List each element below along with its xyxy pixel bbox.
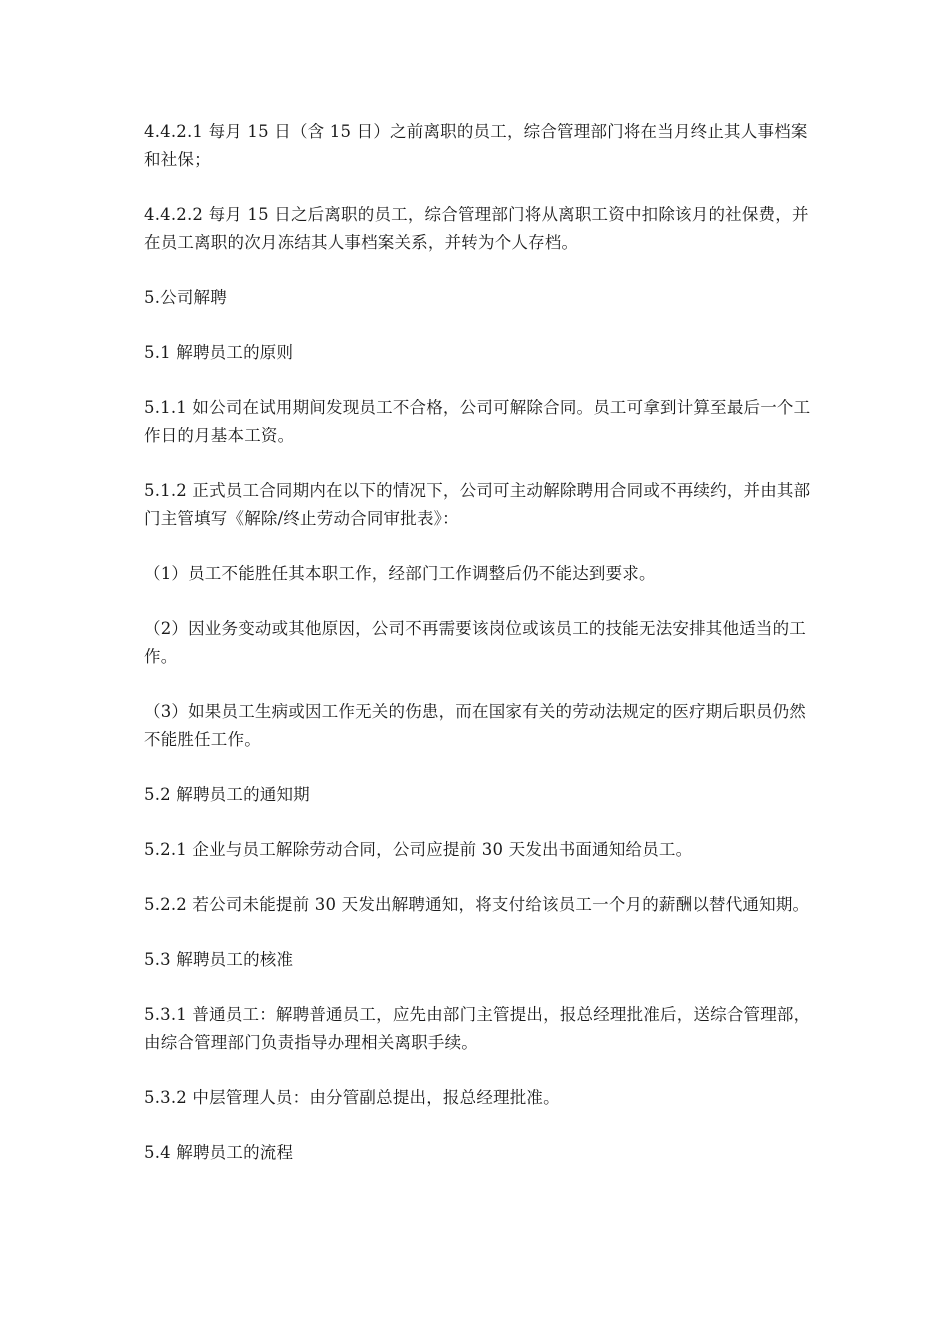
paragraph-5-1-1: 5.1.1 如公司在试用期间发现员工不合格，公司可解除合同。员工可拿到计算至最后一个工作日的月基本工资。 (144, 398, 811, 445)
section-heading-5-4: 5.4 解聘员工的流程 (144, 1143, 294, 1162)
paragraph-5-3-2: 5.3.2 中层管理人员：由分管副总提出，报总经理批准。 (144, 1088, 560, 1107)
paragraph-5-3-1: 5.3.1 普通员工：解聘普通员工，应先由部门主管提出，报总经理批准后，送综合管理部，由综合管理部门负责指导办理相关离职手续。 (144, 1005, 811, 1052)
paragraph-5-2-1: 5.2.1 企业与员工解除劳动合同，公司应提前 30 天发出书面通知给员工。 (144, 840, 693, 859)
document-body (144, 118, 814, 1194)
paragraph-5-1-2: 5.1.2 正式员工合同期内在以下的情况下，公司可主动解除聘用合同或不再续约，并由其部门主管填写《解除/终止劳动合同审批表》： (144, 481, 811, 528)
list-item-2: （2）因业务变动或其他原因，公司不再需要该岗位或该员工的技能无法安排其他适当的工作。 (144, 619, 806, 666)
section-heading-5: 5.公司解聘 (144, 288, 227, 307)
paragraph-4-4-2-1: 4.4.2.1 每月 15 日（含 15 日）之前离职的员工，综合管理部门将在当月终止其人事档案和社保； (144, 122, 808, 169)
section-heading-5-1: 5.1 解聘员工的原则 (144, 343, 294, 362)
paragraph-4-4-2-2: 4.4.2.2 每月 15 日之后离职的员工，综合管理部门将从离职工资中扣除该月的社保费，并在员工离职的次月冻结其人事档案关系，并转为个人存档。 (144, 205, 809, 252)
list-item-1: （1）员工不能胜任其本职工作，经部门工作调整后仍不能达到要求。 (144, 564, 656, 583)
section-heading-5-3: 5.3 解聘员工的核准 (144, 950, 294, 969)
section-heading-5-2: 5.2 解聘员工的通知期 (144, 785, 310, 804)
list-item-3: （3）如果员工生病或因工作无关的伤患，而在国家有关的劳动法规定的医疗期后职员仍然不能胜任工作。 (144, 702, 806, 749)
paragraph-5-2-2: 5.2.2 若公司未能提前 30 天发出解聘通知，将支付给该员工一个月的薪酬以替代通知期。 (144, 895, 810, 914)
